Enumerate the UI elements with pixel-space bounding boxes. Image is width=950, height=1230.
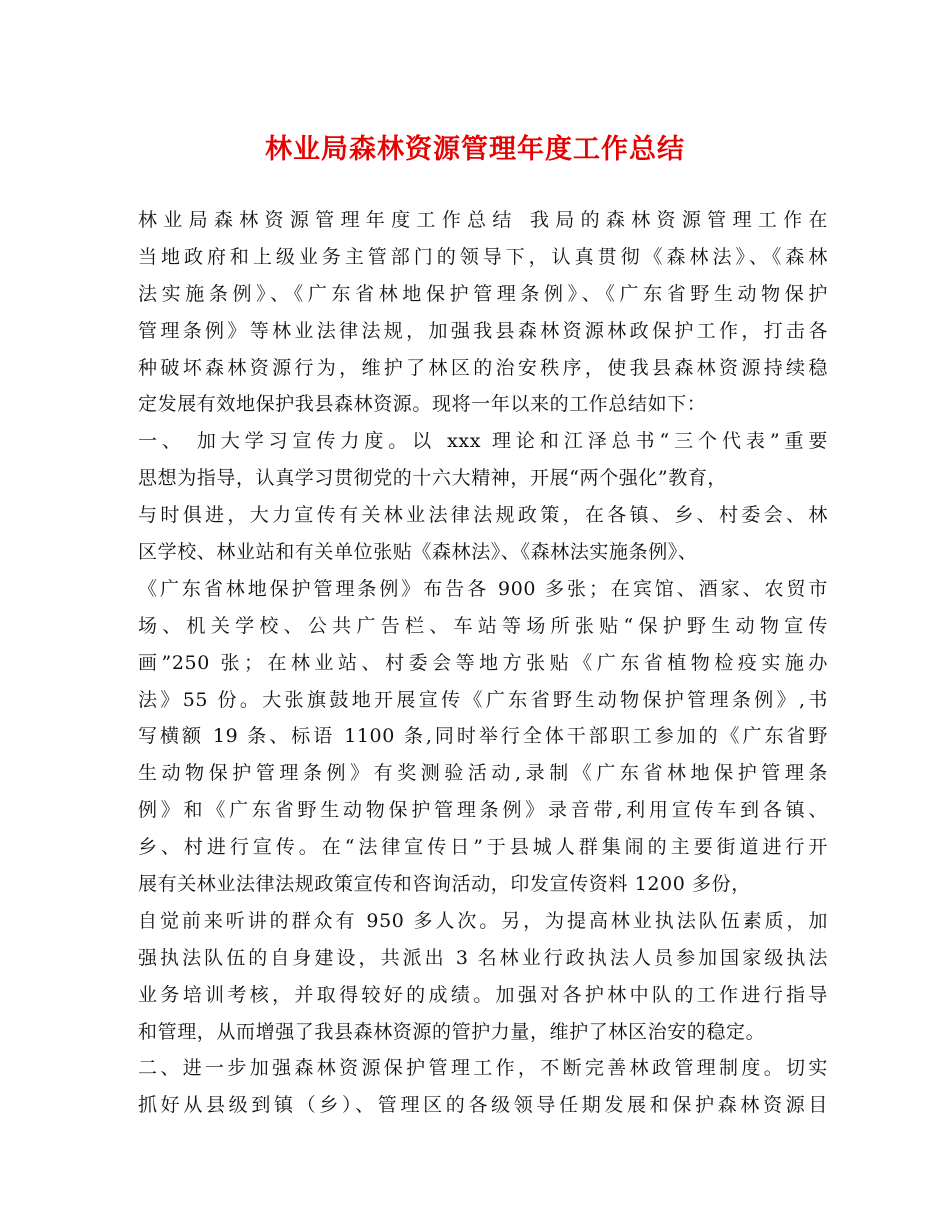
body-line: 场、机关学校、公共广告栏、车站等场所张贴“保护野生动物宣传: [138, 614, 828, 637]
body-line: 例》和《广东省野生动物保护管理条例》录音带,利用宣传车到各镇、: [138, 799, 828, 822]
body-line: 当地政府和上级业务主管部门的领导下，认真贯彻《森林法》、《森林: [138, 245, 828, 268]
body-line: 二、进一步加强森林资源保护管理工作，不断完善林政管理制度。切实: [138, 1057, 828, 1080]
body-line: 林业局森林资源管理年度工作总结 我局的森林资源管理工作在: [138, 209, 828, 231]
body-line: 《广东省林地保护管理条例》布告各 900 多张；在宾馆、酒家、农贸市: [138, 577, 828, 600]
body-line: 思想为指导，认真学习贯彻党的十六大精神，开展“两个强化”教育，: [138, 467, 728, 490]
body-line: 一、 加大学习宣传力度。以 xxx 理论和江泽总书“三个代表”重要: [138, 430, 828, 453]
body-line: 强执法队伍的自身建设，共派出 3 名林业行政执法人员参加国家级执法: [138, 946, 828, 969]
body-line: 抓好从县级到镇（乡）、管理区的各级领导任期发展和保护森林资源目: [138, 1094, 828, 1117]
body-line: 法实施条例》、《广东省林地保护管理条例》、《广东省野生动物保护: [138, 282, 828, 305]
body-line: 法》55 份。大张旗鼓地开展宣传《广东省野生动物保护管理条例》,书: [138, 688, 828, 711]
body-line: 生动物保护管理条例》有奖测验活动,录制《广东省林地保护管理条: [138, 762, 828, 785]
body-line: 自觉前来听讲的群众有 950 多人次。另，为提高林业执法队伍素质，加: [138, 909, 828, 932]
document-body: [138, 202, 828, 1124]
body-line: 种破坏森林资源行为，维护了林区的治安秩序，使我县森林资源持续稳: [138, 356, 828, 379]
document-title: 林业局森林资源管理年度工作总结: [265, 134, 685, 165]
body-line: 写横额 19 条、标语 1100 条,同时举行全体干部职工参加的《广东省野: [138, 725, 828, 748]
body-line: 业务培训考核，并取得较好的成绩。加强对各护林中队的工作进行指导: [138, 983, 828, 1006]
body-line: 画”250 张；在林业站、村委会等地方张贴《广东省植物检疫实施办: [138, 651, 828, 674]
body-line: 区学校、林业站和有关单位张贴《森林法》、《森林法实施条例》、: [138, 541, 698, 564]
body-line: 乡、村进行宣传。在“法律宣传日”于县城人群集闹的主要街道进行开: [138, 836, 828, 859]
body-line: 和管理，从而增强了我县森林资源的管护力量，维护了林区治安的稳定。: [138, 1020, 766, 1043]
body-line: 管理条例》等林业法律法规，加强我县森林资源林政保护工作，打击各: [138, 319, 828, 342]
body-line: 定发展有效地保护我县森林资源。现将一年以来的工作总结如下：: [138, 393, 707, 416]
body-line: 展有关林业法律法规政策宣传和咨询活动，印发宣传资料 1200 多份，: [138, 873, 751, 896]
body-line: 与时俱进，大力宣传有关林业法律法规政策，在各镇、乡、村委会、林: [138, 504, 828, 527]
